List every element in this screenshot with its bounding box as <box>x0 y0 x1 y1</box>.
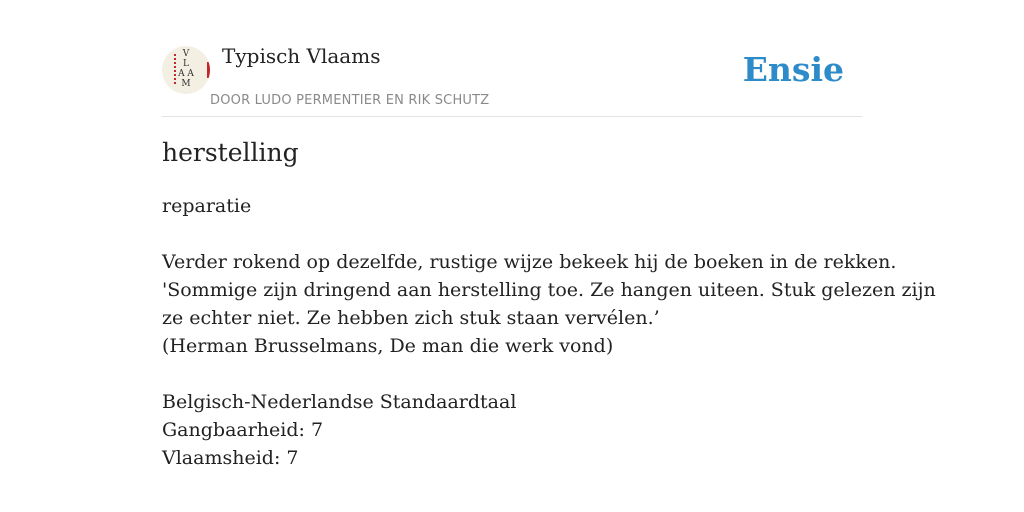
vlaamsheid-rating: Vlaamsheid: 7 <box>162 447 299 469</box>
quote-source: (Herman Brusselmans, De man die werk vond) <box>162 335 614 357</box>
gangbaarheid-rating: Gangbaarheid: 7 <box>162 419 324 441</box>
spacer <box>162 360 862 388</box>
book-cover-logo[interactable] <box>162 46 210 94</box>
spacer <box>162 220 862 248</box>
quote-line: 'Sommige zijn dringend aan herstelling toe. Ze hangen uiteen. Stuk gelezen zijn <box>162 279 936 301</box>
book-title[interactable]: Typisch Vlaams <box>222 44 381 68</box>
entry-word: herstelling <box>162 138 299 167</box>
quote-line: Verder rokend op dezelfde, rustige wijze bekeek hij de boeken in de rekken. <box>162 251 897 273</box>
logo-accent-bar <box>207 62 210 78</box>
entry-body <box>162 192 936 472</box>
logo-lettering: V L A A M <box>178 49 194 89</box>
entry-card <box>162 0 936 512</box>
header <box>162 0 862 117</box>
quote-line: ze echter niet. Ze hebben zich stuk staan vervélen.’ <box>162 307 660 329</box>
book-authors: DOOR LUDO PERMENTIER EN RIK SCHUTZ <box>210 93 490 108</box>
entry-definition: reparatie <box>162 195 252 217</box>
ensie-logo[interactable]: Ensie <box>742 50 844 89</box>
language-label: Belgisch-Nederlandse Standaardtaal <box>162 391 517 413</box>
